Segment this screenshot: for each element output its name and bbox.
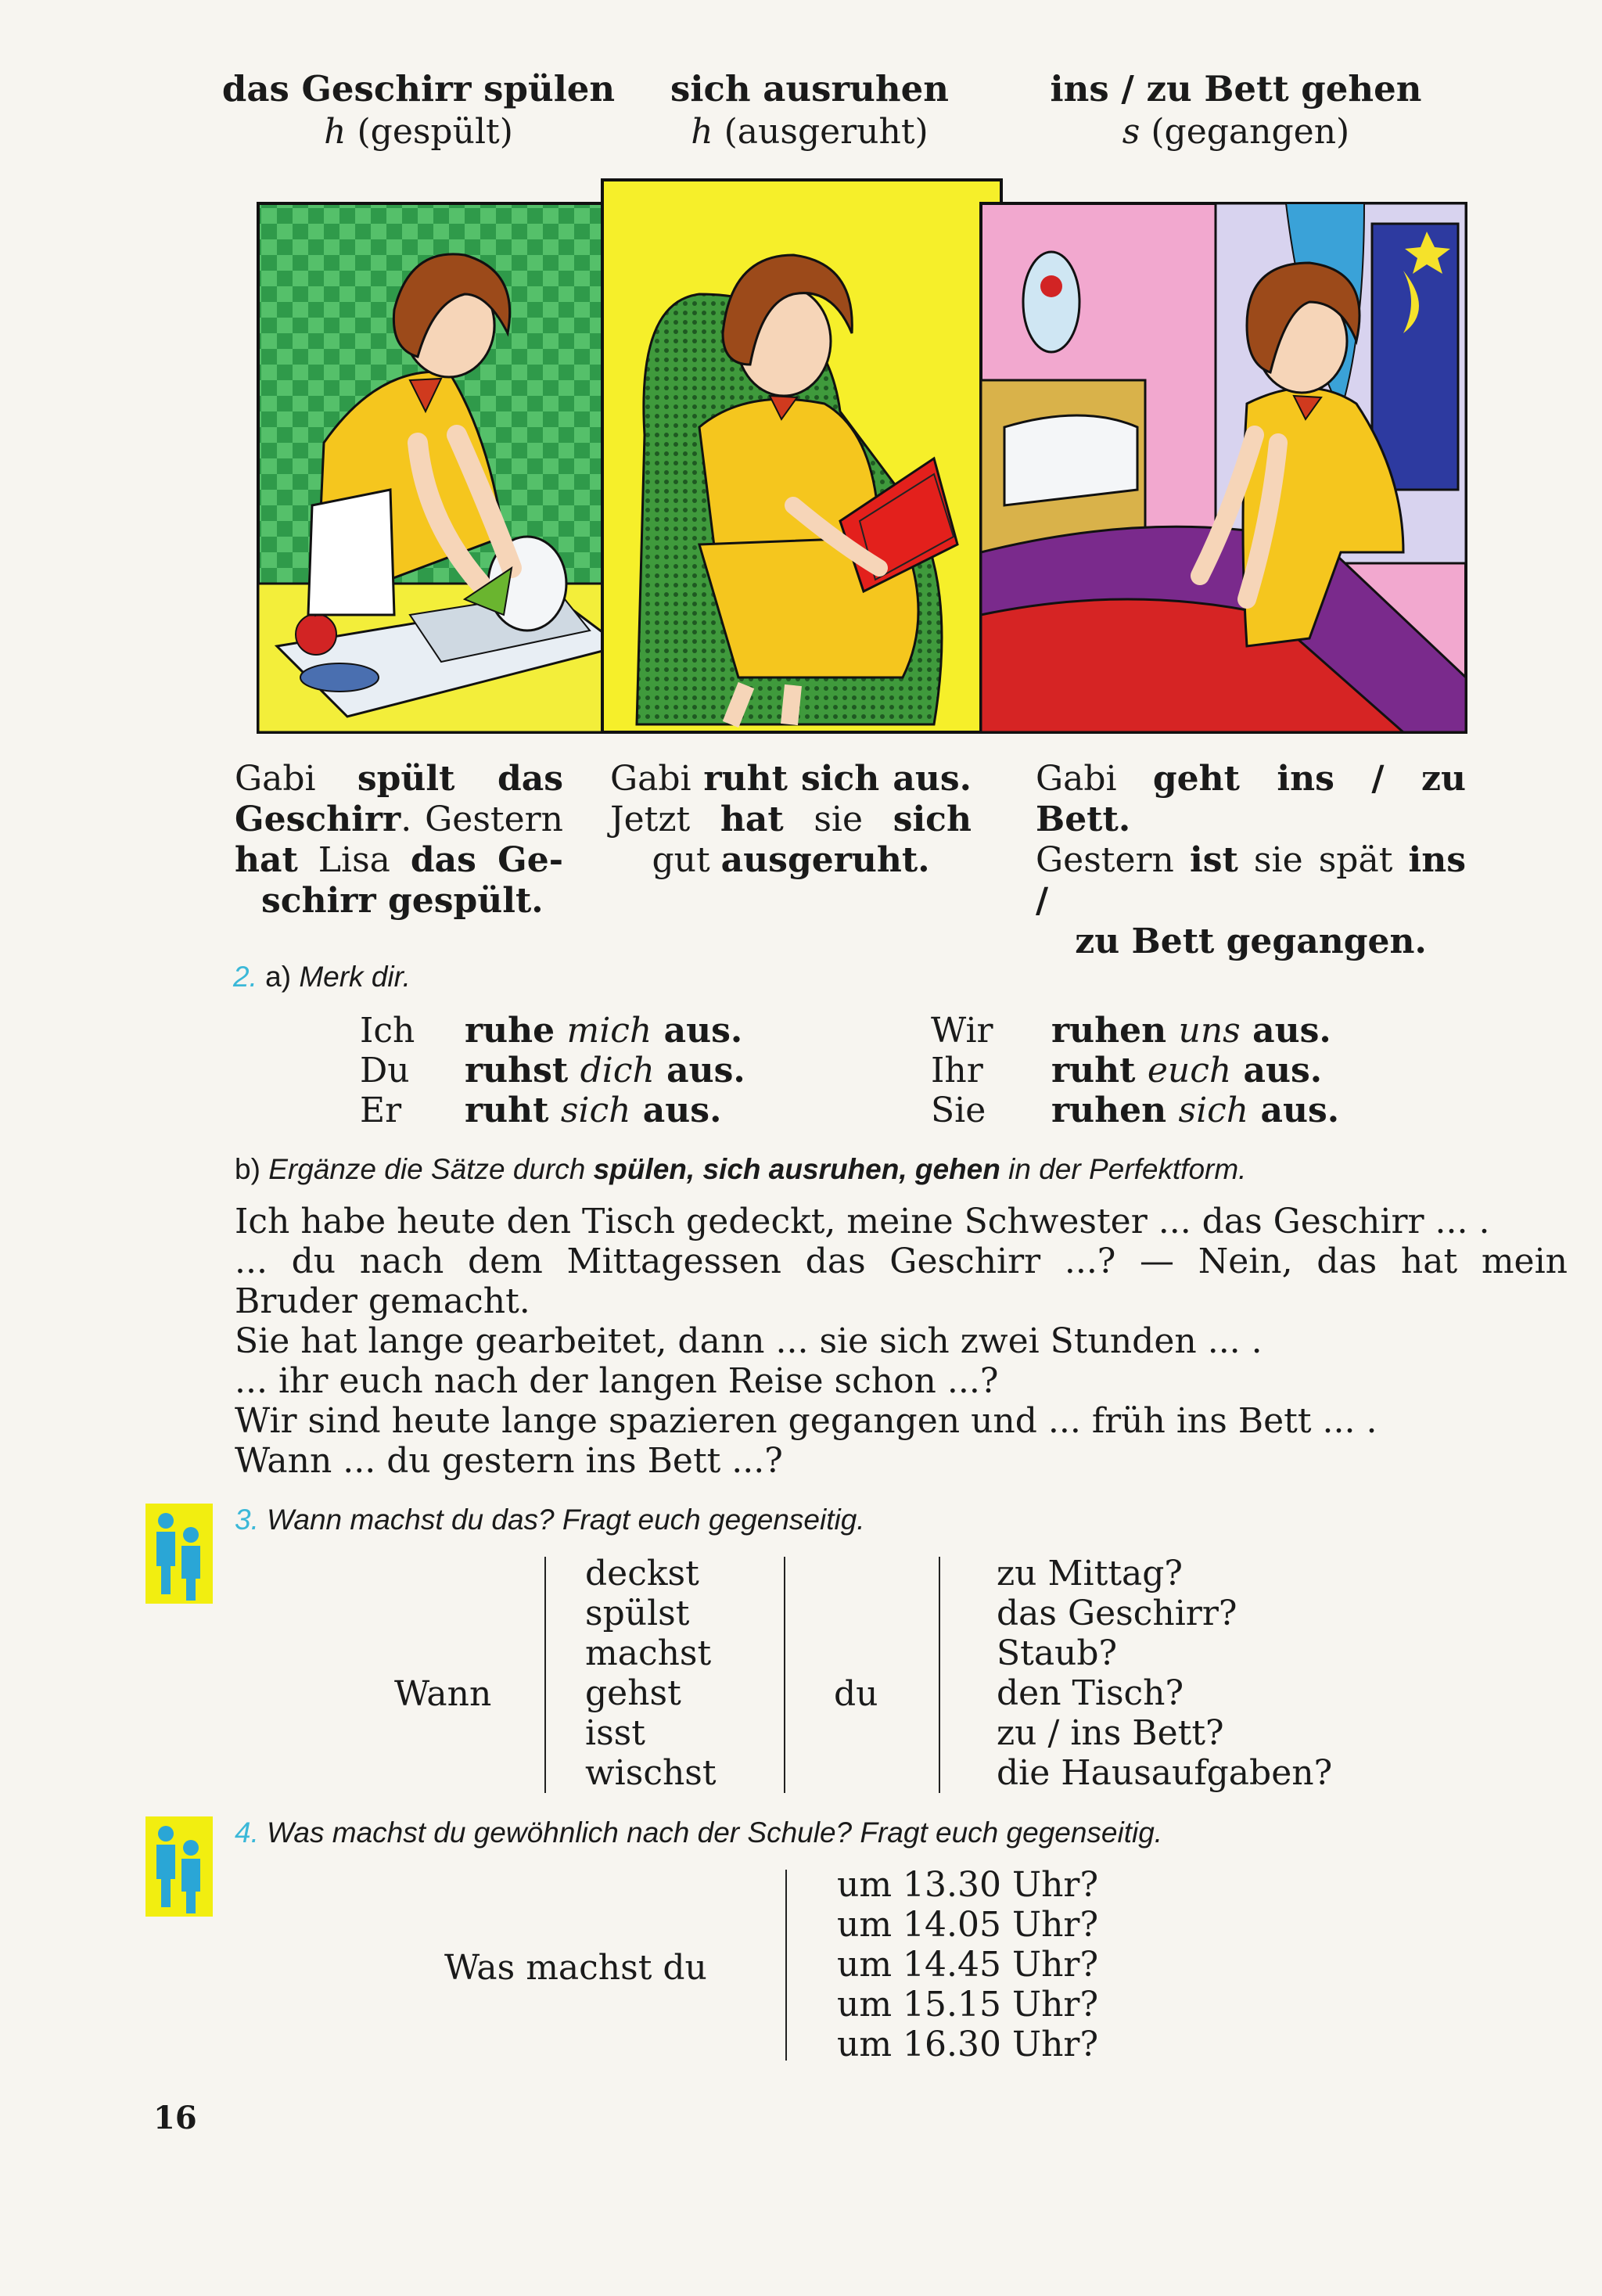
sentence: Ich habe heute den Tisch gedeckt, meine Schwester ... das Geschirr ... .	[235, 1202, 1490, 1241]
auxiliary-marker: s	[1122, 112, 1140, 152]
exercise-3-heading: 3. Wann machst du das? Fragt euch gegenseitig.	[235, 1504, 865, 1536]
conjugation-singular: Ich ruhe mich aus. Du ruhst dich aus. Er ruht sich aus.	[360, 1011, 745, 1130]
participle: (gegangen)	[1151, 112, 1350, 152]
verb-infinitive: sich ausruhen	[670, 68, 949, 110]
exercise-2b-instruction: b) Ergänze die Sätze durch spülen, sich ausruhen, gehen in der Perfektform.	[235, 1153, 1247, 1185]
verb-infinitive: das Geschirr spülen	[221, 68, 616, 110]
exercise-number: 4.	[235, 1816, 259, 1849]
participle: (gespült)	[357, 112, 513, 152]
auxiliary-marker: h	[324, 112, 347, 152]
pair-work-icon	[145, 1816, 213, 1917]
sentence: Bruder gemacht.	[235, 1281, 530, 1321]
verb-infinitive: ins / zu Bett gehen	[1050, 68, 1422, 110]
sentence: ... ihr euch nach der langen Reise schon ...?	[235, 1361, 999, 1401]
verb-header-spuelen	[219, 67, 618, 153]
verb-list: deckst spülst machst gehst isst wischst	[585, 1554, 717, 1793]
panel-bedtime	[981, 203, 1466, 732]
exercise-number: 2.	[233, 961, 257, 993]
exercise-2b-sentences	[235, 1202, 1568, 1481]
auxiliary-marker: h	[691, 112, 713, 152]
caption-dishwashing: Gabi spült das Geschirr. Gestern hat Lisa das Ge- schirr gespült.	[235, 759, 563, 921]
caption-bedtime: Gabi geht ins / zu Bett. Gestern ist sie spät ins / zu Bett gegangen.	[1036, 759, 1466, 961]
two-people-icon	[145, 1816, 213, 1917]
table-was-machst-du: Was machst du	[444, 1948, 707, 1988]
panel-resting	[602, 180, 1001, 732]
verb-header-gehen	[1017, 67, 1455, 153]
sentence: Wir sind heute lange spazieren gegangen und ... früh ins Bett ... .	[235, 1401, 1378, 1441]
sentence: Sie hat lange gearbeitet, dann ... sie sich zwei Stunden ... .	[235, 1321, 1263, 1361]
table-du: du	[834, 1674, 878, 1714]
exercise-2-heading: 2. a) Merk dir.	[233, 961, 411, 993]
object-list: zu Mittag? das Geschirr? Staub? den Tisch? zu / ins Bett? die Hausaufgaben?	[997, 1554, 1333, 1793]
conjugation-plural: Wir ruhen uns aus. Ihr ruht euch aus. Sie ruhen sich aus.	[931, 1011, 1340, 1130]
exercise-number: 3.	[235, 1504, 259, 1536]
table-divider	[544, 1557, 546, 1793]
caption-resting: Gabi ruht sich aus. Jetzt hat sie sich gut ausgeruht.	[610, 759, 972, 880]
sentence: Wann ... du gestern ins Bett ...?	[235, 1441, 783, 1481]
two-people-icon	[145, 1504, 213, 1604]
participle: (ausgeruht)	[724, 112, 929, 152]
panel-dishwashing	[258, 203, 641, 732]
table-divider	[784, 1557, 785, 1793]
verb-header-ausruhen	[626, 67, 993, 153]
page-number: 16	[153, 2100, 197, 2136]
table-divider	[939, 1557, 940, 1793]
pair-work-icon	[145, 1504, 213, 1604]
time-list: um 13.30 Uhr? um 14.05 Uhr? um 14.45 Uhr? um 15.15 Uhr? um 16.30 Uhr?	[837, 1865, 1099, 2064]
table-wann: Wann	[394, 1674, 492, 1714]
table-divider	[785, 1870, 787, 2061]
exercise-4-heading: 4. Was machst du gewöhnlich nach der Schule? Fragt euch gegenseitig.	[235, 1816, 1163, 1849]
sentence: ... du nach dem Mittagessen das Geschirr ...? — Nein, das hat mein	[235, 1241, 1568, 1281]
illustration	[230, 177, 1474, 734]
